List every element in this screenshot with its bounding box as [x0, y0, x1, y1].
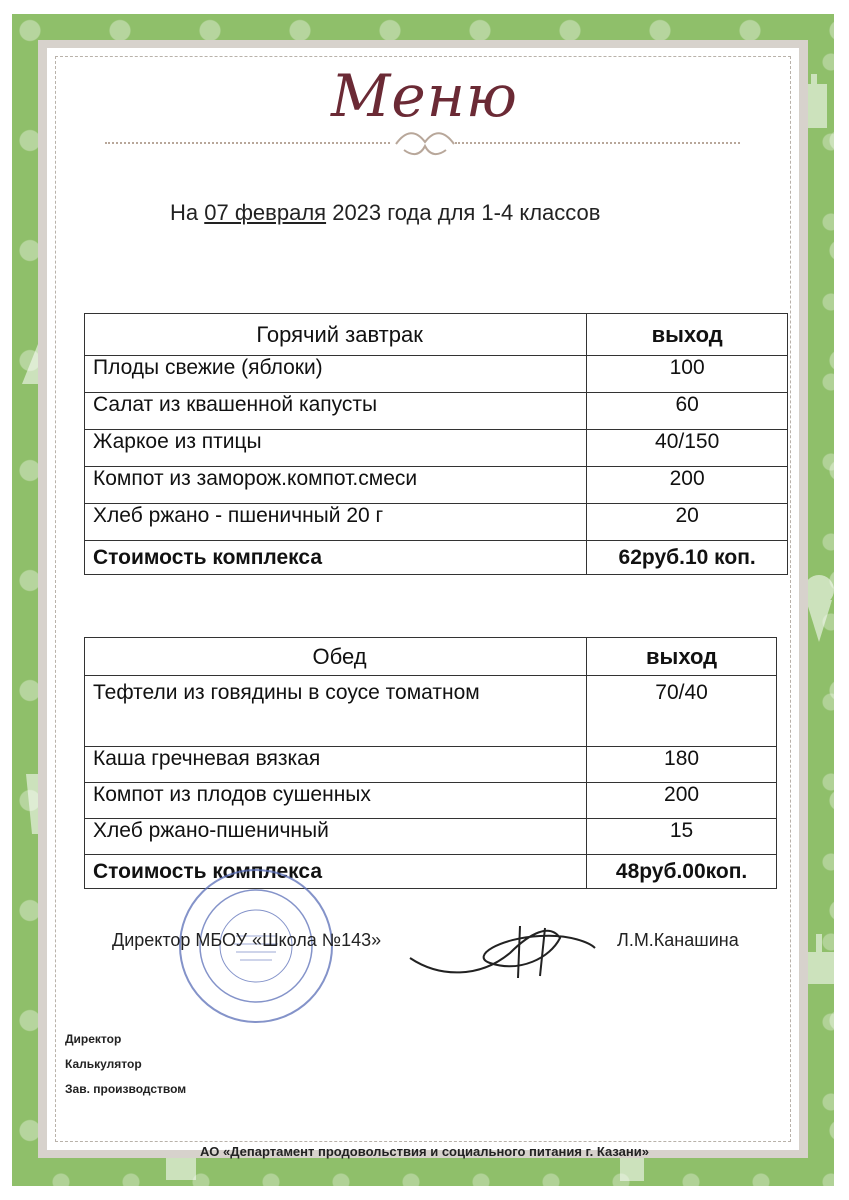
dish-qty: 60 [587, 393, 788, 430]
title-divider-left [105, 142, 390, 144]
dish-name: Плоды свежие (яблоки) [85, 356, 587, 393]
table-row [85, 676, 777, 747]
director-position: Директор МБОУ «Школа №143» [112, 930, 382, 950]
director-name: Л.М.Канашина [617, 930, 739, 950]
table-row [85, 783, 777, 819]
total-label: Стоимость комплекса [85, 855, 587, 889]
total-label: Стоимость комплекса [85, 541, 587, 575]
table-row [85, 467, 788, 504]
breakfast-qty-header: выход [587, 314, 788, 356]
total-price: 48руб.00коп. [587, 855, 777, 889]
handwritten-signature-icon [400, 918, 600, 988]
dish-qty: 40/150 [587, 430, 788, 467]
dish-name: Тефтели из говядины в соусе томатном [85, 676, 587, 747]
dish-qty: 180 [587, 747, 777, 783]
dish-name: Каша гречневая вязкая [85, 747, 587, 783]
dish-name: Хлеб ржано-пшеничный [85, 819, 587, 855]
total-price: 62руб.10 коп. [587, 541, 788, 575]
lunch-header-row [85, 638, 777, 676]
dish-name: Жаркое из птицы [85, 430, 587, 467]
approval-director: Директор [65, 1032, 122, 1046]
date-line [170, 200, 600, 226]
table-row [85, 819, 777, 855]
table-row [85, 356, 788, 393]
dish-qty: 200 [587, 783, 777, 819]
table-row [85, 504, 788, 541]
dish-name: Компот из плодов сушенных [85, 783, 587, 819]
dish-qty: 200 [587, 467, 788, 504]
table-row [85, 430, 788, 467]
dish-qty: 15 [587, 819, 777, 855]
dish-name: Салат из квашенной капусты [85, 393, 587, 430]
breakfast-header-row [85, 314, 788, 356]
dish-name: Компот из заморож.компот.смеси [85, 467, 587, 504]
dish-qty: 100 [587, 356, 788, 393]
breakfast-table [84, 313, 788, 575]
table-row [85, 747, 777, 783]
flourish-ornament-icon [392, 126, 458, 160]
date-prefix: На [170, 200, 199, 225]
date-suffix: 2023 года для 1-4 классов [332, 200, 601, 225]
dish-qty: 20 [587, 504, 788, 541]
table-row [85, 393, 788, 430]
breakfast-total-row [85, 541, 788, 575]
breakfast-header: Горячий завтрак [85, 314, 587, 356]
menu-date: 07 февраля [204, 200, 327, 225]
title-divider-right [455, 142, 740, 144]
approval-calculator: Калькулятор [65, 1057, 142, 1071]
page-title: Меню [331, 62, 518, 130]
footer-organization: АО «Департамент продовольствия и социального питания г. Казани» [200, 1144, 649, 1159]
lunch-header: Обед [85, 638, 587, 676]
dish-name: Хлеб ржано - пшеничный 20 г [85, 504, 587, 541]
dish-qty: 70/40 [587, 676, 777, 747]
approval-production-head: Зав. производством [65, 1082, 187, 1096]
lunch-qty-header: выход [587, 638, 777, 676]
lunch-table [84, 637, 777, 889]
